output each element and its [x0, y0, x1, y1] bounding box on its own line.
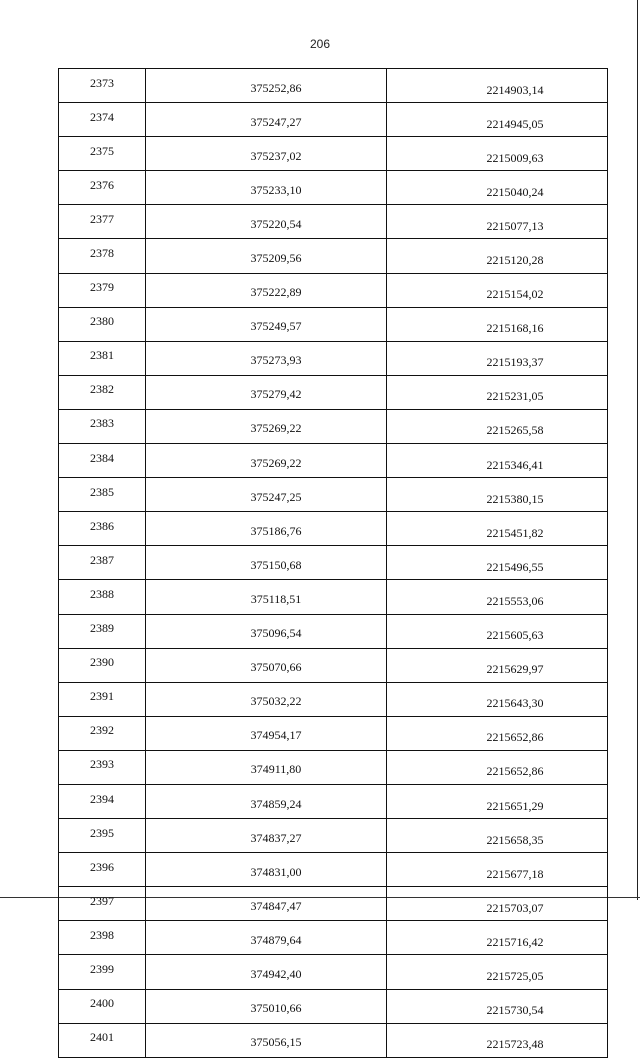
- table-row: [59, 273, 608, 307]
- y-coordinate-cell: 2215496,55: [387, 546, 608, 580]
- table-row: [59, 137, 608, 171]
- page-number: 206: [309, 37, 331, 51]
- table-row: [59, 784, 608, 818]
- y-coordinate-cell: 2215725,05: [387, 955, 608, 989]
- y-coordinate-cell: 2214903,14: [387, 69, 608, 103]
- y-coordinate-cell: 2215077,13: [387, 205, 608, 239]
- x-coordinate-cell: 375233,10: [146, 171, 387, 205]
- y-coordinate-cell: 2214945,05: [387, 103, 608, 137]
- x-coordinate-cell: 374837,27: [146, 819, 387, 853]
- x-coordinate-cell: 375220,54: [146, 205, 387, 239]
- point-number-cell: 2391: [59, 682, 146, 716]
- y-coordinate-cell: 2215193,37: [387, 341, 608, 375]
- page-edge-right: [637, 0, 638, 900]
- y-coordinate-cell: 2215723,48: [387, 1023, 608, 1057]
- table-row: [59, 239, 608, 273]
- x-coordinate-cell: 375222,89: [146, 273, 387, 307]
- table-row: [59, 341, 608, 375]
- y-coordinate-cell: 2215703,07: [387, 887, 608, 921]
- table-row: [59, 205, 608, 239]
- table-row: [59, 682, 608, 716]
- x-coordinate-cell: 375032,22: [146, 682, 387, 716]
- x-coordinate-cell: 374831,00: [146, 853, 387, 887]
- table-row: [59, 1023, 608, 1057]
- table-row: [59, 921, 608, 955]
- x-coordinate-cell: 375056,15: [146, 1023, 387, 1057]
- point-number-cell: 2383: [59, 409, 146, 443]
- y-coordinate-cell: 2215040,24: [387, 171, 608, 205]
- table-row: [59, 614, 608, 648]
- x-coordinate-cell: 375209,56: [146, 239, 387, 273]
- table-row: [59, 375, 608, 409]
- point-number-cell: 2384: [59, 444, 146, 478]
- x-coordinate-cell: 375237,02: [146, 137, 387, 171]
- point-number-cell: 2397: [59, 887, 146, 921]
- point-number-cell: 2400: [59, 989, 146, 1023]
- x-coordinate-cell: 375269,22: [146, 444, 387, 478]
- point-number-cell: 2388: [59, 580, 146, 614]
- table-row: [59, 648, 608, 682]
- table-row: [59, 853, 608, 887]
- y-coordinate-cell: 2215652,86: [387, 716, 608, 750]
- table-row: [59, 989, 608, 1023]
- x-coordinate-cell: 374942,40: [146, 955, 387, 989]
- x-coordinate-cell: 375118,51: [146, 580, 387, 614]
- y-coordinate-cell: 2215553,06: [387, 580, 608, 614]
- point-number-cell: 2378: [59, 239, 146, 273]
- point-number-cell: 2393: [59, 750, 146, 784]
- table-row: [59, 409, 608, 443]
- x-coordinate-cell: 375249,57: [146, 307, 387, 341]
- point-number-cell: 2374: [59, 103, 146, 137]
- x-coordinate-cell: 375010,66: [146, 989, 387, 1023]
- point-number-cell: 2392: [59, 716, 146, 750]
- y-coordinate-cell: 2215451,82: [387, 512, 608, 546]
- y-coordinate-cell: 2215346,41: [387, 444, 608, 478]
- table-row: [59, 103, 608, 137]
- table-row: [59, 546, 608, 580]
- point-number-cell: 2396: [59, 853, 146, 887]
- point-number-cell: 2373: [59, 69, 146, 103]
- x-coordinate-cell: 374847,47: [146, 887, 387, 921]
- point-number-cell: 2385: [59, 478, 146, 512]
- x-coordinate-cell: 374859,24: [146, 784, 387, 818]
- point-number-cell: 2394: [59, 784, 146, 818]
- x-coordinate-cell: 375247,25: [146, 478, 387, 512]
- point-number-cell: 2386: [59, 512, 146, 546]
- point-number-cell: 2401: [59, 1023, 146, 1057]
- point-number-cell: 2377: [59, 205, 146, 239]
- table-row: [59, 716, 608, 750]
- table-row: [59, 512, 608, 546]
- x-coordinate-cell: 375096,54: [146, 614, 387, 648]
- table-row: [59, 307, 608, 341]
- y-coordinate-cell: 2215643,30: [387, 682, 608, 716]
- y-coordinate-cell: 2215652,86: [387, 750, 608, 784]
- point-number-cell: 2399: [59, 955, 146, 989]
- point-number-cell: 2390: [59, 648, 146, 682]
- table-row: [59, 819, 608, 853]
- point-number-cell: 2376: [59, 171, 146, 205]
- table-row: [59, 955, 608, 989]
- y-coordinate-cell: 2215629,97: [387, 648, 608, 682]
- x-coordinate-cell: 375279,42: [146, 375, 387, 409]
- table-row: [59, 580, 608, 614]
- table-row: [59, 478, 608, 512]
- y-coordinate-cell: 2215265,58: [387, 409, 608, 443]
- point-number-cell: 2382: [59, 375, 146, 409]
- point-number-cell: 2381: [59, 341, 146, 375]
- point-number-cell: 2380: [59, 307, 146, 341]
- table-row: [59, 444, 608, 478]
- y-coordinate-cell: 2215120,28: [387, 239, 608, 273]
- table-row: [59, 69, 608, 103]
- table-row: [59, 887, 608, 921]
- y-coordinate-cell: 2215651,29: [387, 784, 608, 818]
- x-coordinate-cell: 375252,86: [146, 69, 387, 103]
- table-row: [59, 750, 608, 784]
- y-coordinate-cell: 2215380,15: [387, 478, 608, 512]
- coordinates-table-wrapper: [58, 68, 608, 1058]
- x-coordinate-cell: 374911,80: [146, 750, 387, 784]
- x-coordinate-cell: 374954,17: [146, 716, 387, 750]
- y-coordinate-cell: 2215658,35: [387, 819, 608, 853]
- point-number-cell: 2375: [59, 137, 146, 171]
- x-coordinate-cell: 375269,22: [146, 409, 387, 443]
- coordinates-table-body: [59, 69, 608, 1058]
- point-number-cell: 2389: [59, 614, 146, 648]
- table-row: [59, 171, 608, 205]
- point-number-cell: 2395: [59, 819, 146, 853]
- x-coordinate-cell: 375273,93: [146, 341, 387, 375]
- y-coordinate-cell: 2215168,16: [387, 307, 608, 341]
- y-coordinate-cell: 2215009,63: [387, 137, 608, 171]
- x-coordinate-cell: 374879,64: [146, 921, 387, 955]
- y-coordinate-cell: 2215605,63: [387, 614, 608, 648]
- coordinates-table: [58, 68, 608, 1058]
- y-coordinate-cell: 2215730,54: [387, 989, 608, 1023]
- point-number-cell: 2379: [59, 273, 146, 307]
- point-number-cell: 2398: [59, 921, 146, 955]
- x-coordinate-cell: 375186,76: [146, 512, 387, 546]
- y-coordinate-cell: 2215677,18: [387, 853, 608, 887]
- y-coordinate-cell: 2215231,05: [387, 375, 608, 409]
- x-coordinate-cell: 375247,27: [146, 103, 387, 137]
- point-number-cell: 2387: [59, 546, 146, 580]
- y-coordinate-cell: 2215716,42: [387, 921, 608, 955]
- x-coordinate-cell: 375070,66: [146, 648, 387, 682]
- y-coordinate-cell: 2215154,02: [387, 273, 608, 307]
- x-coordinate-cell: 375150,68: [146, 546, 387, 580]
